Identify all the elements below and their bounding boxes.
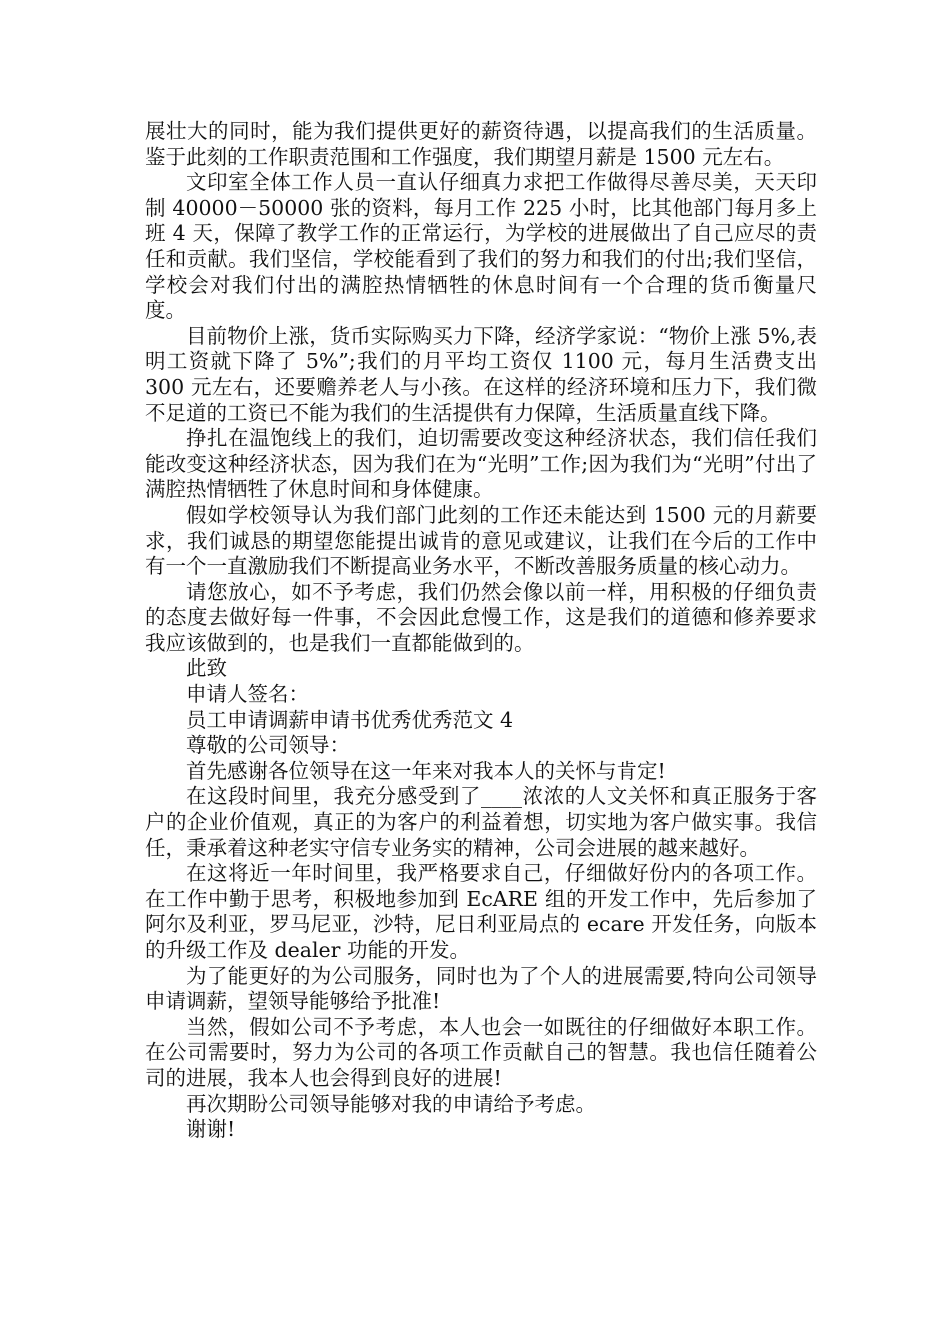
greeting: 尊敬的公司领导：	[186, 733, 350, 758]
paragraph: 目前物价上涨，货币实际购买力下降，经济学家说：“物价上涨 5%,表明工资就下降了 5%”;我们的月平均工资仅 1100 元，每月生活费支出 300 元左右，还要赡养老人与小孩。在这样的经济环境和压力下，我们微不足道的工资已不能为我们的生活提供有力保障，生活质量直线下降。	[145, 323, 817, 425]
signature-label: 申请人签名：	[186, 682, 309, 707]
paragraph: 假如学校领导认为我们部门此刻的工作还未能达到 1500 元的月薪要求，我们诚恳的期望您能提出诚肯的意见或建议，让我们在今后的工作中有一个一直激励我们不断提高业务水平，不断改善服务质量的核心动力。	[145, 502, 817, 579]
paragraph: 挣扎在温饱线上的我们，迫切需要改变这种经济状态，我们信任我们能改变这种经济状态，因为我们在为“光明”工作;因为我们为“光明”付出了满腔热情牺牲了休息时间和身体健康。	[145, 426, 817, 502]
paragraph: 首先感谢各位领导在这一年来对我本人的关怀与肯定!	[186, 758, 666, 783]
paragraph: 文印室全体工作人员一直认仔细真力求把工作做得尽善尽美，天天印制 40000－50000 张的资料，每月工作 225 小时，比其他部门每月多上班 4 天，保障了教学工作的正常运行，为学校的进展做出了自己应尽的责任和贡献。我们坚信，学校能看到了我们的努力和我们的付出;我们坚信，学校会对我们付出的满腔热情牺牲的休息时间有一个合理的货币衡量尺度。	[145, 170, 817, 323]
paragraph: 展壮大的同时，能为我们提供更好的薪资待遇，以提高我们的生活质量。鉴于此刻的工作职责范围和工作强度，我们期望月薪是 1500 元左右。	[145, 119, 817, 169]
paragraph: 为了能更好的为公司服务，同时也为了个人的进展需要,特向公司领导申请调薪，望领导能够给予批准!	[145, 963, 817, 1014]
paragraph: 在这段时间里，我充分感受到了____浓浓的人文关怀和真正服务于客户的企业价值观，真正的为客户的利益着想，切实地为客户做实事。我信任，秉承着这种老实守信专业务实的精神，公司会进展的越来越好。	[145, 784, 817, 860]
closing-salutation: 此致	[186, 656, 227, 681]
section-title: 员工申请调薪申请书优秀优秀范文 4	[186, 707, 514, 732]
document-body	[145, 119, 817, 1143]
paragraph: 请您放心，如不予考虑，我们仍然会像以前一样，用积极的仔细负责的态度去做好每一件事，不会因此怠慢工作，这是我们的道德和修养要求我应该做到的，也是我们一直都能做到的。	[145, 579, 817, 655]
paragraph: 当然，假如公司不予考虑，本人也会一如既往的仔细做好本职工作。在公司需要时，努力为公司的各项工作贡献自己的智慧。我也信任随着公司的进展，我本人也会得到良好的进展!	[145, 1014, 817, 1090]
thanks: 谢谢!	[186, 1117, 236, 1142]
paragraph: 在这将近一年时间里，我严格要求自己，仔细做好份内的各项工作。在工作中勤于思考，积极地参加到 EcARE 组的开发工作中，先后参加了阿尔及利亚，罗马尼亚，沙特，尼日利亚局点的 ecare 开发任务，向版本的升级工作及 dealer 功能的开发。	[145, 861, 817, 962]
paragraph: 再次期盼公司领导能够对我的申请给予考虑。	[186, 1091, 596, 1116]
